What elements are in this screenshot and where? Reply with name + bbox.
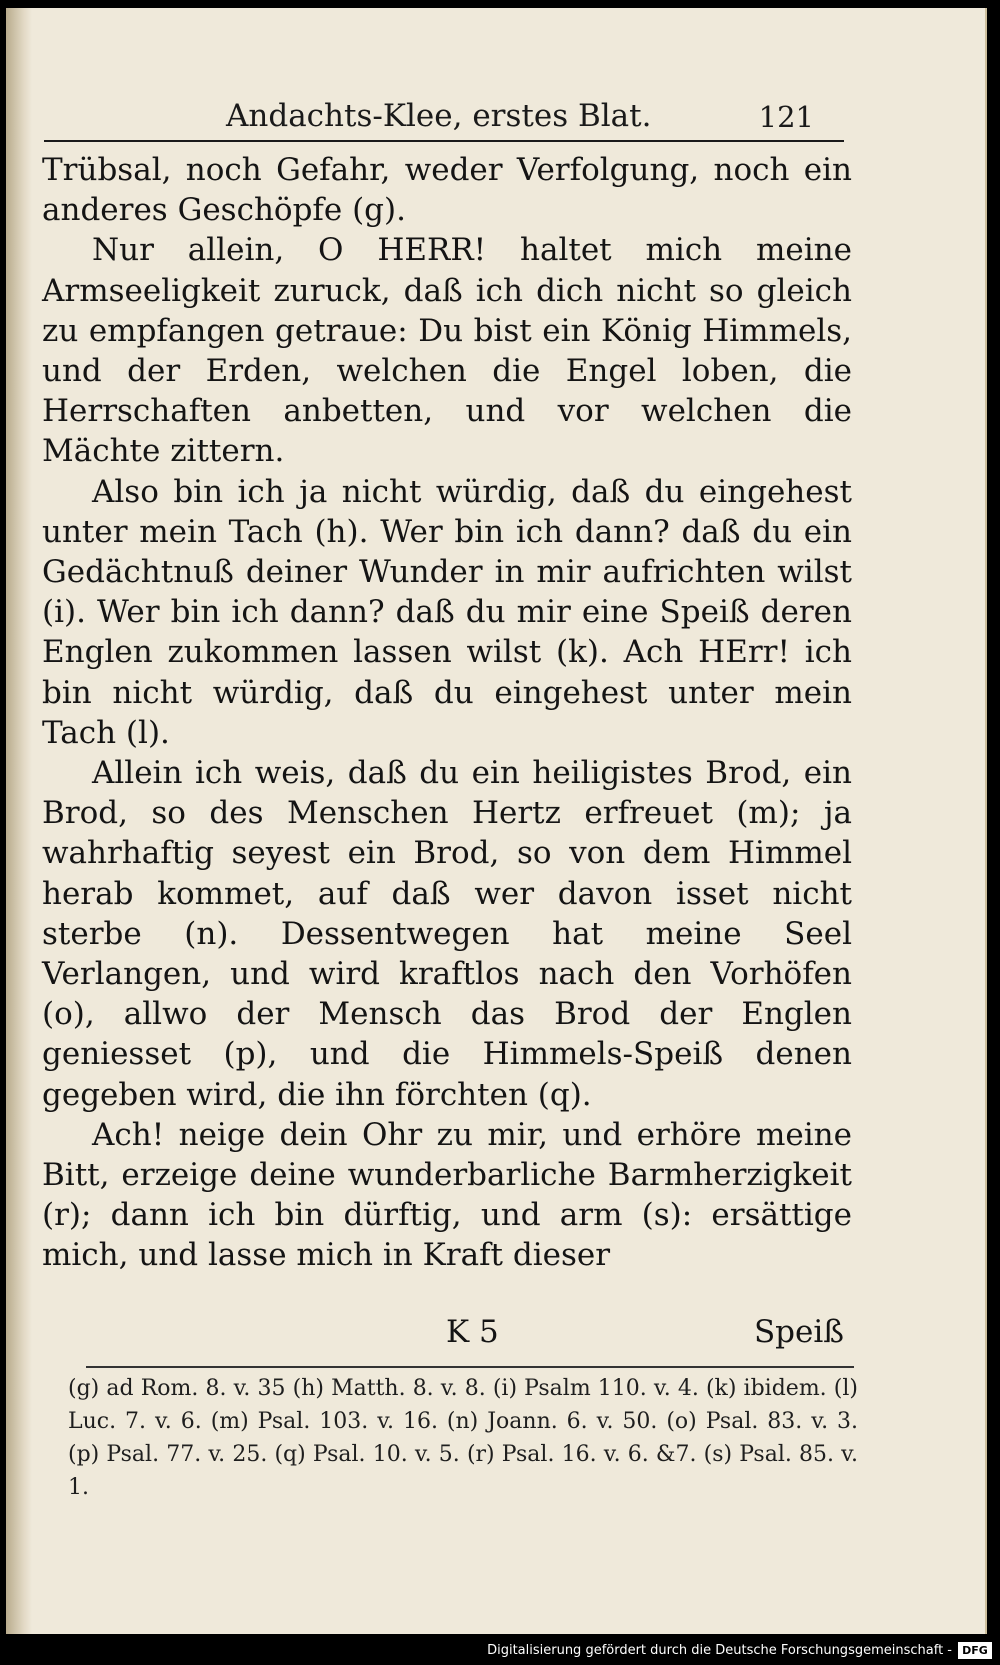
page-number: 121 [758, 100, 814, 134]
footnotes: (g) ad Rom. 8. v. 35 (h) Matth. 8. v. 8. (i) Psalm 110. v. 4. (k) ibidem. (l) Luc. 7. v. 6. (m) Psal. 103. v. 16. (n) Joann. 6. v. 50. (o) Psal. 83. v. 3. (p) Psal. 77. v. 25. (q) Psal. 10. v. 5. (r) Psal. 16. v. 6. &7. (s) Psal. 85. v. 1. [68, 1376, 858, 1500]
body-text [42, 150, 852, 1276]
book-page [6, 8, 987, 1634]
running-title: Andachts-Klee, erstes Blat. [226, 98, 652, 134]
page-gutter [6, 8, 32, 1634]
dfg-logo: DFG [958, 1642, 992, 1659]
footnote-rule [86, 1366, 854, 1368]
paragraph-1: Trübsal, noch Gefahr, weder Verfolgung, noch ein anderes Geschöpfe (g). [42, 152, 852, 229]
signature-mark: K 5 [446, 1314, 499, 1350]
paragraph-2: Nur allein, O HERR! haltet mich meine Armseeligkeit zuruck, daß ich dich nicht so gleich zu empfangen getraue: Du bist ein König Himmels, und der Erden, welchen die Engel loben, die Herrschaften anbetten, und vor welchen die Mächte zittern. [42, 232, 852, 470]
catch-line [42, 1314, 852, 1354]
paragraph-4: Allein ich weis, daß du ein heiligistes Brod, ein Brod, so des Menschen Hertz erfreuet (m); ja wahrhaftig seyest ein Brod, so von dem Himmel herab kommet, auf daß wer davon isset nicht sterbe (n). Dessentwegen hat meine Seel Verlangen, und wird kraftlos nach den Vorhöfen (o), allwo der Mensch das Brod der Englen geniesset (p), und die Himmels-Speiß denen gegeben wird, die ihn förchten (q). [42, 755, 852, 1113]
footer-bar [0, 1635, 1000, 1665]
paragraph-5: Ach! neige dein Ohr zu mir, und erhöre meine Bitt, erzeige deine wunderbarliche Barmherzigkeit (r); dann ich bin dürftig, und arm (s): ersättige mich, und lasse mich in Kraft dieser [42, 1116, 852, 1274]
catchword: Speiß [753, 1314, 844, 1350]
footer-credit: Digitalisierung gefördert durch die Deutsche Forschungsgemeinschaft - [487, 1643, 952, 1658]
page-header [44, 98, 844, 142]
paragraph-3: Also bin ich ja nicht würdig, daß du eingehest unter mein Tach (h). Wer bin ich dann? daß du ein Gedächtnuß deiner Wunder in mir aufrichten wilst (i). Wer bin ich dann? daß du mir eine Speiß deren Englen zukommen lassen wilst (k). Ach HErr! ich bin nicht würdig, daß du eingehest unter mein Tach (l). [42, 473, 852, 751]
